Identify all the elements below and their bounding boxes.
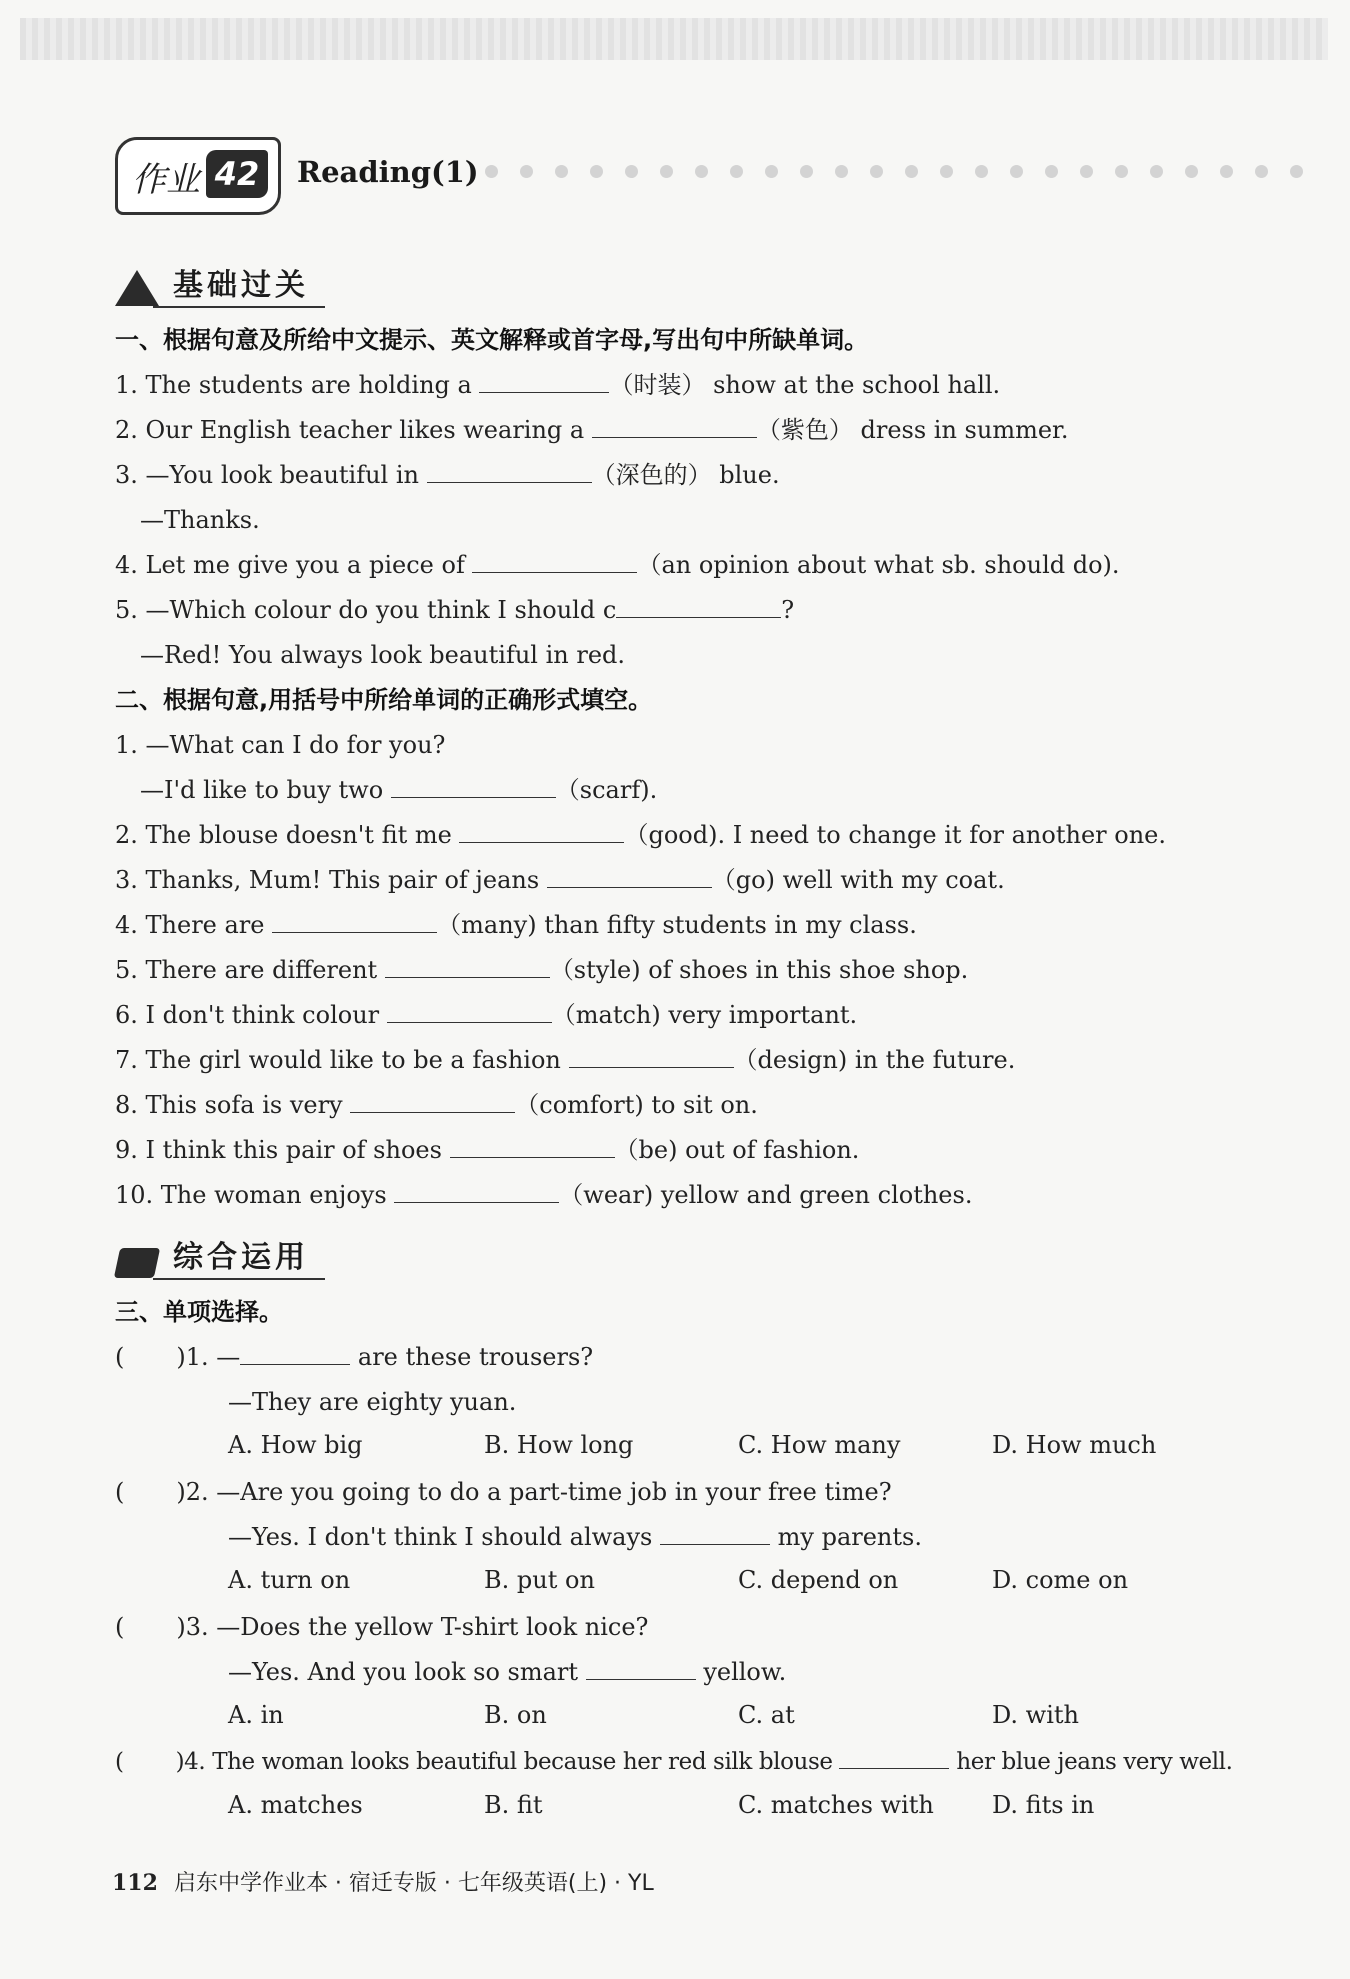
section-heading-comprehensive <box>115 1230 325 1282</box>
block-icon <box>114 1248 160 1278</box>
page-title: Reading(1) <box>297 155 479 189</box>
option-d[interactable]: D. come on <box>992 1566 1129 1594</box>
option-c[interactable]: C. matches with <box>738 1791 934 1819</box>
answer-blank[interactable] <box>272 910 437 933</box>
part1-item-3-reply: —Thanks. <box>140 506 260 534</box>
part2-item-1: 1. —What can I do for you? <box>115 731 446 759</box>
answer-blank[interactable] <box>450 1135 615 1158</box>
option-b[interactable]: B. put on <box>484 1566 595 1594</box>
answer-blank[interactable] <box>385 955 550 978</box>
part2-item-8: 8. This sofa is very （comfort) to sit on. <box>115 1091 758 1119</box>
option-a[interactable]: A. turn on <box>228 1566 351 1594</box>
mc-question-1-reply: —They are eighty yuan. <box>228 1388 517 1416</box>
option-a[interactable]: A. in <box>228 1701 284 1729</box>
mc-question-2-reply: —Yes. I don't think I should always my parents. <box>228 1523 922 1551</box>
mc-question-2: ( )2. —Are you going to do a part-time job in your free time? <box>115 1478 892 1506</box>
part2-item-4: 4. There are （many) than fifty students in my class. <box>115 911 917 939</box>
part2-item-7: 7. The girl would like to be a fashion （design) in the future. <box>115 1046 1016 1074</box>
answer-blank[interactable] <box>839 1746 949 1769</box>
title-dot-leader <box>485 165 1345 179</box>
answer-blank[interactable] <box>547 865 712 888</box>
answer-blank[interactable] <box>660 1522 770 1545</box>
part2-item-6: 6. I don't think colour （match) very important. <box>115 1001 858 1029</box>
page-footer <box>112 1866 654 1897</box>
part2-item-5: 5. There are different （style) of shoes in this shoe shop. <box>115 956 969 984</box>
part2-item-9: 9. I think this pair of shoes （be) out of fashion. <box>115 1136 860 1164</box>
option-a[interactable]: A. matches <box>228 1791 363 1819</box>
option-b[interactable]: B. How long <box>484 1431 634 1459</box>
part1-item-4: 4. Let me give you a piece of （an opinion about what sb. should do). <box>115 551 1120 579</box>
option-d[interactable]: D. with <box>992 1701 1079 1729</box>
scan-top-band <box>20 18 1328 60</box>
assignment-badge <box>115 137 281 215</box>
answer-blank[interactable] <box>472 550 637 573</box>
option-a[interactable]: A. How big <box>228 1431 363 1459</box>
section-title: 综合运用 <box>173 1240 309 1275</box>
part1-item-5: 5. —Which colour do you think I should c ? <box>115 596 795 624</box>
section-heading-basic <box>115 258 325 310</box>
answer-blank[interactable] <box>592 415 757 438</box>
mc-question-1: ( )1. — are these trousers? <box>115 1343 594 1371</box>
part1-item-1: 1. The students are holding a （时装） show at the school hall. <box>115 371 1001 399</box>
mc-question-3: ( )3. —Does the yellow T-shirt look nice? <box>115 1613 649 1641</box>
triangle-icon <box>115 270 159 306</box>
option-d[interactable]: D. How much <box>992 1431 1157 1459</box>
answer-blank[interactable] <box>394 1180 559 1203</box>
part2-instruction: 二、根据句意,用括号中所给单词的正确形式填空。 <box>115 686 653 714</box>
answer-blank[interactable] <box>427 460 592 483</box>
part1-item-5-reply: —Red! You always look beautiful in red. <box>140 641 626 669</box>
option-c[interactable]: C. at <box>738 1701 795 1729</box>
part2-item-2: 2. The blouse doesn't fit me （good). I need to change it for another one. <box>115 821 1166 849</box>
option-c[interactable]: C. How many <box>738 1431 901 1459</box>
answer-blank[interactable] <box>616 595 781 618</box>
assignment-header <box>115 137 1335 217</box>
option-b[interactable]: B. on <box>484 1701 547 1729</box>
answer-blank[interactable] <box>387 1000 552 1023</box>
answer-blank[interactable] <box>350 1090 515 1113</box>
part3-instruction: 三、单项选择。 <box>115 1298 283 1326</box>
option-b[interactable]: B. fit <box>484 1791 543 1819</box>
answer-blank[interactable] <box>240 1342 350 1365</box>
option-d[interactable]: D. fits in <box>992 1791 1095 1819</box>
answer-blank[interactable] <box>586 1657 696 1680</box>
option-c[interactable]: C. depend on <box>738 1566 899 1594</box>
page-number: 112 <box>112 1870 158 1896</box>
badge-text: 作业 <box>132 160 200 200</box>
mc-question-4: ( )4. The woman looks beautiful because her red silk blouse her blue jeans very well. <box>115 1746 1233 1778</box>
part1-instruction: 一、根据句意及所给中文提示、英文解释或首字母,写出句中所缺单词。 <box>115 326 869 354</box>
part2-item-1-reply: —I'd like to buy two （scarf). <box>140 776 658 804</box>
part1-item-3: 3. —You look beautiful in （深色的） blue. <box>115 461 780 489</box>
mc-question-3-reply: —Yes. And you look so smart yellow. <box>228 1658 787 1686</box>
part1-item-2: 2. Our English teacher likes wearing a （紫色） dress in summer. <box>115 416 1069 444</box>
part2-item-10: 10. The woman enjoys （wear) yellow and green clothes. <box>115 1181 973 1209</box>
answer-blank[interactable] <box>459 820 624 843</box>
answer-blank[interactable] <box>391 775 556 798</box>
part2-item-3: 3. Thanks, Mum! This pair of jeans （go) well with my coat. <box>115 866 1005 894</box>
badge-number: 42 <box>206 150 268 198</box>
answer-blank[interactable] <box>569 1045 734 1068</box>
answer-blank[interactable] <box>479 370 609 393</box>
section-title: 基础过关 <box>173 268 309 303</box>
footer-text: 启东中学作业本 · 宿迁专版 · 七年级英语(上) · YL <box>173 1871 654 1896</box>
